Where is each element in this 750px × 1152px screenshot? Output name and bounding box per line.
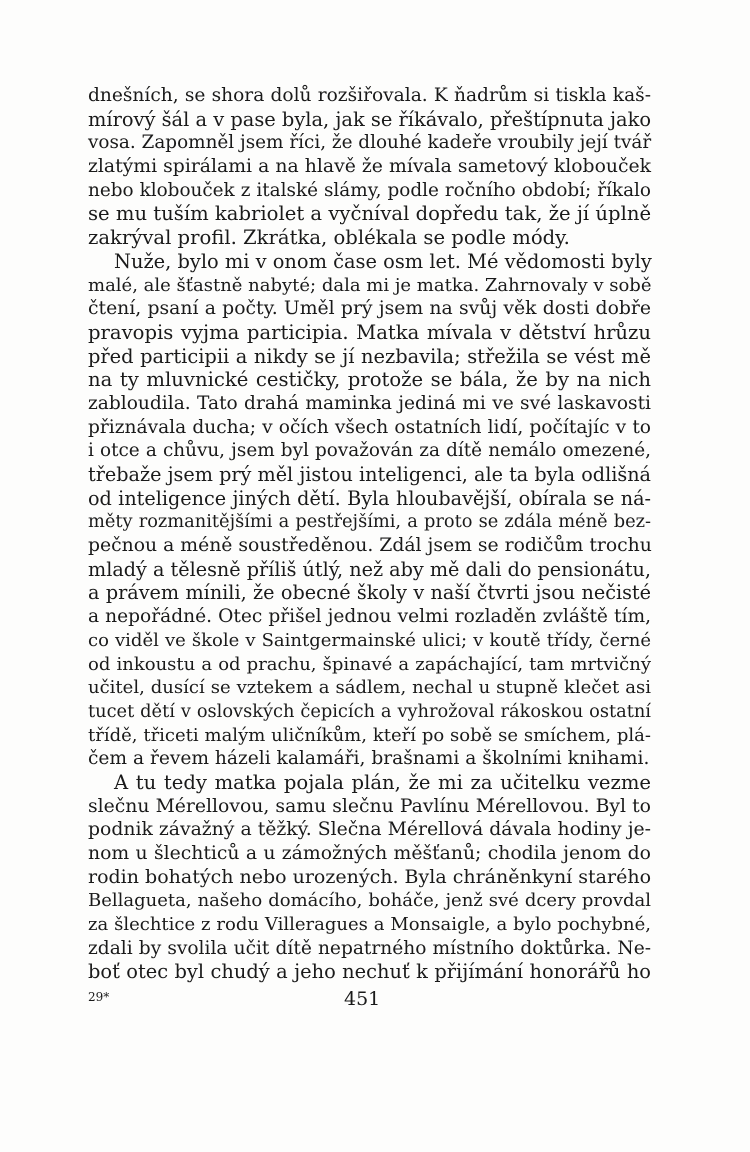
text-line: pravopis vyjma participia. Matka mívala v dětství hrůzu	[88, 320, 651, 344]
text-line: nebo klobouček z italské slámy, podle ročního období; říkalo	[88, 179, 651, 201]
text-line: na ty mluvnické cestičky, protože se bála, že by na nich	[88, 368, 651, 392]
text-line: přiznávala ducha; v očích všech ostatních lidí, počítajíc v to	[88, 416, 651, 438]
text-line: malé, ale šťastně nabyté; dala mi je matka. Zahrnovaly v sobě	[88, 274, 652, 296]
text-line: i otce a chůvu, jsem byl považován za dítě nemálo omezené,	[88, 440, 651, 462]
text-line: zakrýval profil. Zkrátka, oblékala se podle módy.	[88, 226, 570, 250]
text-line: od inteligence jiných dětí. Byla hloubavější, obírala se ná-	[88, 486, 651, 510]
text-line: dnešních, se shora dolů rozšiřovala. K ňadrům si tiskla kaš-	[88, 85, 651, 106]
text-line: třídě, třiceti malým uličníkům, kteří po sobě se smíchem, plá-	[88, 724, 651, 746]
text-line: co viděl ve škole v Saintgermainské ulici; v koutě třídy, černé	[88, 629, 651, 651]
text-line: rodin bohatých nebo urozených. Byla chráněnkyní starého	[88, 865, 652, 888]
text-line: boť otec byl chudý a jeho nechuť k přijímání honorářů ho	[88, 960, 651, 984]
text-line: Nuže, bylo mi v onom čase osm let. Mé vědomosti byly	[114, 249, 652, 273]
text-line: zdali by svolila učit dítě nepatrného místního doktůrka. Ne-	[88, 937, 651, 959]
text-line: zabloudila. Tato drahá maminka jediná mi ve své laskavosti	[88, 392, 651, 414]
text-line: tucet dětí v oslovských čepicích a vyhrožoval rákoskou ostatní	[88, 700, 651, 722]
page-footer	[0, 988, 750, 1018]
text-line: pečnou a méně soustředěnou. Zdál jsem se rodičům trochu	[88, 535, 652, 557]
text-line: A tu tedy matka pojala plán, že mi za učitelku vezme	[114, 770, 651, 794]
body-text	[88, 84, 651, 984]
text-line: zlatými spirálami a na hlavě že mívala sametový klobouček	[88, 156, 651, 178]
text-line: slečnu Mérellovou, samu slečnu Pavlínu Mérellovou. Byl to	[88, 795, 651, 817]
text-line: mírový šál a v pase byla, jak se říkávalo, přeštípnuta jako	[88, 107, 651, 131]
text-line: mladý a tělesně příliš útlý, než aby mě dali do pensionátu,	[88, 557, 652, 581]
printer-signature-mark: 29*	[88, 990, 110, 1004]
text-line: vosa. Zapomněl jsem říci, že dlouhé kadeře vroubily její tvář	[88, 132, 652, 154]
text-line: se mu tuším kabriolet a vyčníval dopředu tak, že jí úplně	[88, 202, 652, 226]
text-line: čtení, psaní a počty. Uměl prý jsem na svůj věk dosti dobře	[88, 298, 651, 320]
text-line: a nepořádné. Otec přišel jednou velmi rozladěn zvláště tím,	[88, 606, 651, 628]
text-line: učitel, dusící se vztekem a sádlem, nechal u stupně klečet asi	[88, 677, 651, 699]
text-line: za šlechtice z rodu Villeragues a Monsaigle, a bylo pochybné,	[88, 914, 651, 936]
text-line: od inkoustu a od prachu, špinavé a zapáchající, tam mrtvičný	[88, 653, 651, 675]
text-line: před participii a nikdy se jí nezbavila; střežila se vést mě	[88, 344, 651, 368]
text-line: a právem mínili, že obecné školy v naší čtvrti jsou nečisté	[88, 581, 651, 605]
text-line: nom u šlechticů a u zámožných měšťanů; chodila jenom do	[88, 843, 651, 864]
text-line: třebaže jsem prý měl jistou inteligenci, ale ta byla odlišná	[88, 463, 651, 486]
text-line: čem a řevem házeli kalamáři, brašnami a školními knihami.	[88, 748, 650, 770]
text-line: podnik závažný a těžký. Slečna Mérellová dávala hodiny je-	[88, 819, 651, 841]
text-line: Bellagueta, našeho domácího, boháče, jenž své dcery provdal	[88, 890, 651, 912]
text-line: měty rozmanitějšími a pestřejšími, a proto se zdála méně bez-	[88, 511, 651, 533]
page-number: 451	[344, 988, 381, 1010]
